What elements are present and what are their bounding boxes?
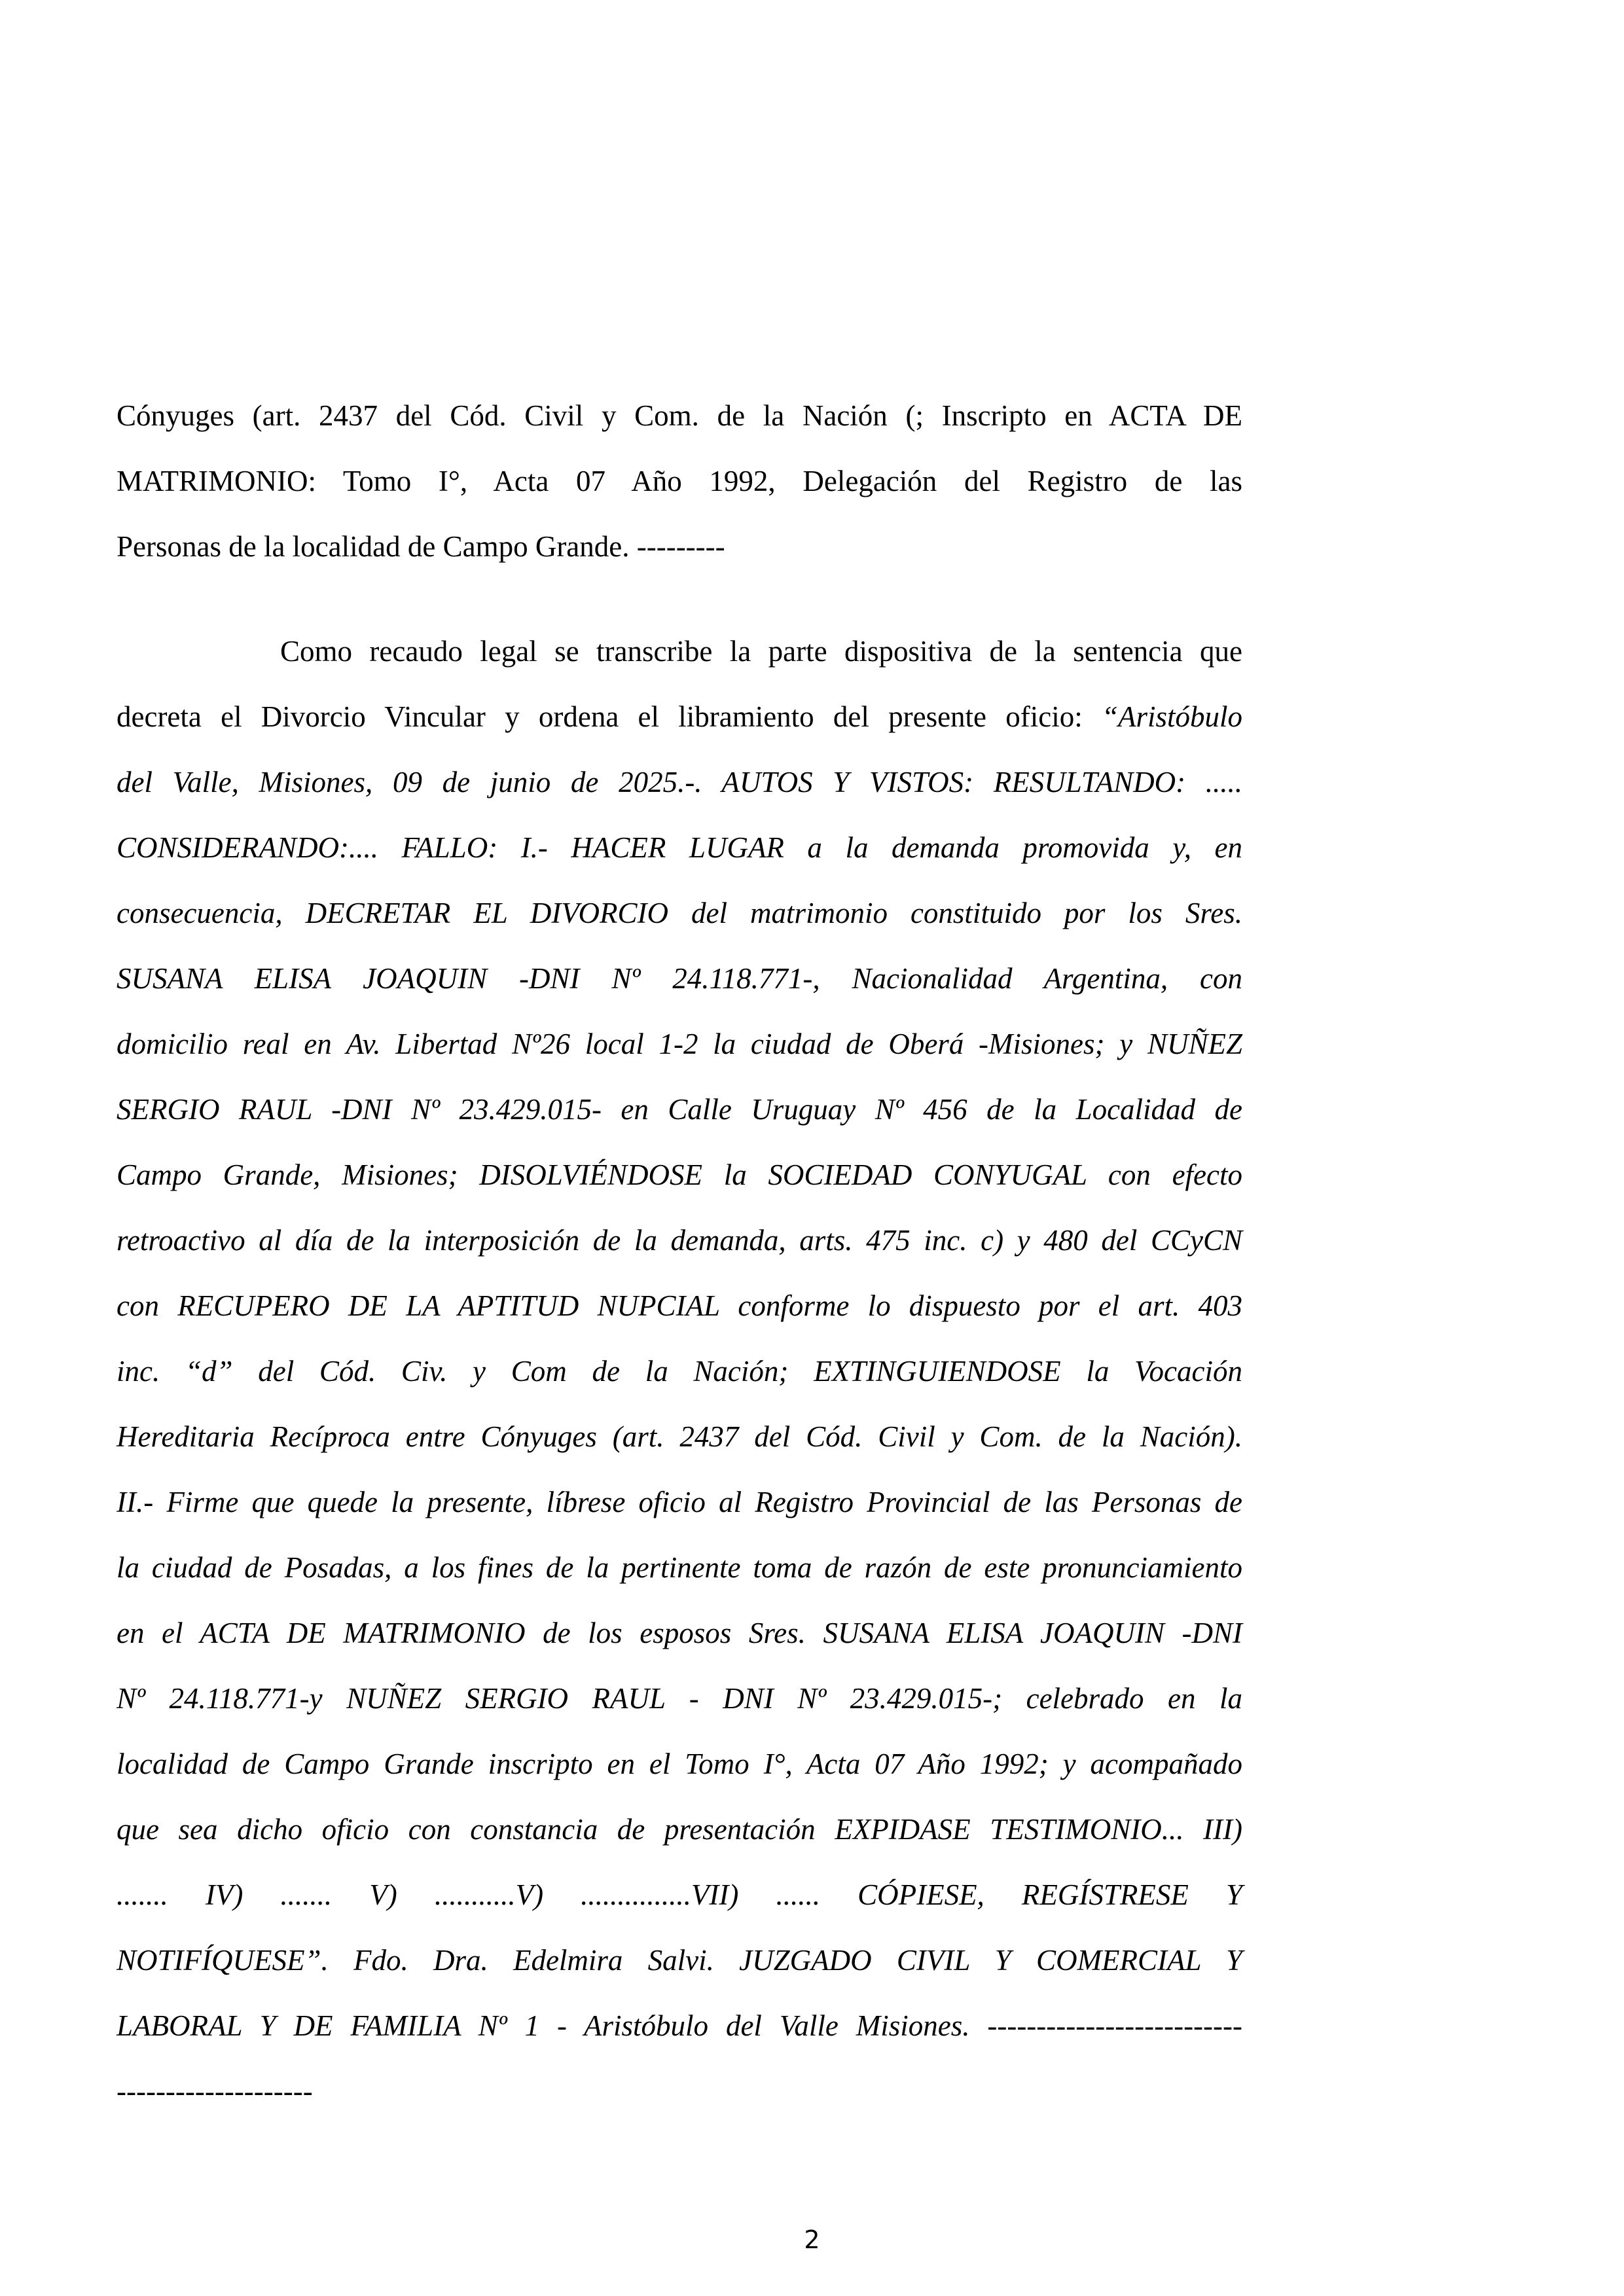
text-line: CONSIDERANDO:.... FALLO: I.- HACER LUGAR a la demanda promovida y, en — [117, 831, 1242, 864]
text-line: Como recaudo legal se transcribe la parte dispositiva de la sentencia que — [280, 635, 1242, 668]
text-line: NOTIFÍQUESE”. Fdo. Dra. Edelmira Salvi. JUZGADO CIVIL Y COMERCIAL Y — [117, 1944, 1242, 1977]
text-line: Nº 24.118.771-y NUÑEZ SERGIO RAUL - DNI Nº 23.429.015-; celebrado en la — [117, 1682, 1242, 1715]
text-line: ....... IV) ....... V) ...........V) ...............VII) ...... CÓPIESE, REGÍSTRESE Y — [117, 1878, 1242, 1911]
text-line: consecuencia, DECRETAR EL DIVORCIO del matrimonio constituido por los Sres. — [117, 897, 1242, 929]
text-line: SERGIO RAUL -DNI Nº 23.429.015- en Calle Uruguay Nº 456 de la Localidad de — [117, 1093, 1242, 1126]
text-line: con RECUPERO DE LA APTITUD NUPCIAL conforme lo dispuesto por el art. 403 — [117, 1289, 1242, 1322]
text-line: Cónyuges (art. 2437 del Cód. Civil y Com. de la Nación (; Inscripto en ACTA DE — [117, 399, 1242, 432]
text-line: domicilio real en Av. Libertad Nº26 local 1-2 la ciudad de Oberá -Misiones; y NUÑEZ — [117, 1028, 1242, 1060]
text-line: la ciudad de Posadas, a los fines de la pertinente toma de razón de este pronunciamiento — [117, 1551, 1242, 1584]
text-span-italic: “Aristóbulo — [1101, 700, 1242, 733]
text-line: que sea dicho oficio con constancia de presentación EXPIDASE TESTIMONIO... III) — [117, 1813, 1242, 1846]
text-line: Campo Grande, Misiones; DISOLVIÉNDOSE la SOCIEDAD CONYUGAL con efecto — [117, 1158, 1242, 1191]
text-line: Personas de la localidad de Campo Grande. --------- — [117, 530, 725, 563]
text-line: localidad de Campo Grande inscripto en el Tomo I°, Acta 07 Año 1992; y acompañado — [117, 1748, 1242, 1780]
text-line: retroactivo al día de la interposición de la demanda, arts. 475 inc. c) y 480 del CCyCN — [117, 1224, 1242, 1257]
text-span: decreta el Divorcio Vincular y ordena el libramiento del presente oficio: — [117, 700, 1102, 733]
page-number: 2 — [804, 2225, 820, 2254]
text-line: LABORAL Y DE FAMILIA Nº 1 - Aristóbulo del Valle Misiones. -------------------------- — [117, 2009, 1242, 2042]
text-line: -------------------- — [117, 2075, 313, 2108]
text-line — [117, 697, 1242, 736]
text-line: SUSANA ELISA JOAQUIN -DNI Nº 24.118.771-, Nacionalidad Argentina, con — [117, 962, 1242, 995]
text-line: MATRIMONIO: Tomo I°, Acta 07 Año 1992, Delegación del Registro de las — [117, 465, 1242, 497]
text-line: en el ACTA DE MATRIMONIO de los esposos Sres. SUSANA ELISA JOAQUIN -DNI — [117, 1617, 1242, 1649]
text-line: II.- Firme que quede la presente, líbrese oficio al Registro Provincial de las Personas de — [117, 1486, 1242, 1518]
text-line: inc. “d” del Cód. Civ. y Com de la Nación; EXTINGUIENDOSE la Vocación — [117, 1355, 1242, 1388]
text-line: del Valle, Misiones, 09 de junio de 2025.-. AUTOS Y VISTOS: RESULTANDO: ..... — [117, 766, 1242, 798]
text-line: Hereditaria Recíproca entre Cónyuges (art. 2437 del Cód. Civil y Com. de la Nación). — [117, 1420, 1242, 1453]
